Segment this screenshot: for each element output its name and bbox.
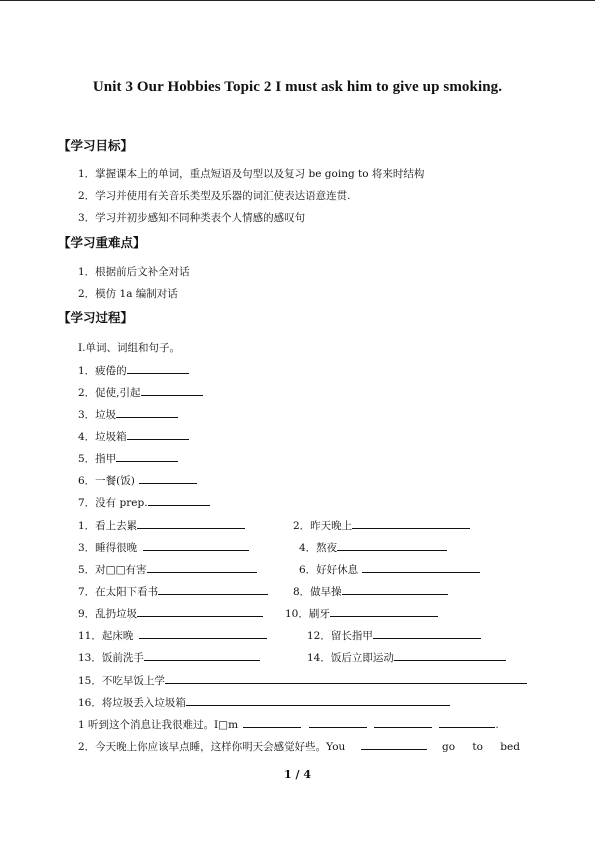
sentence-item: 1 听到这个消息让我很难过。I□m .	[78, 716, 499, 732]
phrase-item: 3．睡得很晚	[78, 539, 249, 555]
phrase-item: 16．将垃圾丢入垃圾箱	[78, 694, 450, 710]
answer-blank[interactable]	[116, 450, 178, 462]
answer-blank[interactable]	[394, 649, 506, 661]
word-item: 6．一餐(饭)	[78, 472, 197, 488]
word-item: 1．疲倦的	[78, 362, 189, 378]
phrase-item: 5．对□□有害	[78, 561, 257, 577]
answer-blank[interactable]	[139, 627, 267, 639]
answer-blank[interactable]	[141, 384, 203, 396]
phrase-item: 8．做早操	[293, 583, 448, 599]
page-number: 1 / 4	[284, 768, 311, 781]
answer-blank[interactable]	[309, 716, 367, 728]
phrase-item: 15．不吃早饭上学	[78, 672, 527, 688]
answer-blank[interactable]	[374, 716, 432, 728]
answer-blank[interactable]	[158, 583, 268, 595]
answer-blank[interactable]	[116, 406, 178, 418]
answer-blank[interactable]	[337, 539, 447, 551]
word-item: 4．垃圾箱	[78, 428, 189, 444]
phrase-item: 7．在太阳下看书	[78, 583, 268, 599]
word-item: 7．没有 prep.	[78, 494, 210, 510]
goal-item: 3．学习并初步感知不同种类表个人情感的感叹句	[78, 212, 306, 224]
answer-blank[interactable]	[137, 605, 263, 617]
answer-blank[interactable]	[148, 494, 210, 506]
goal-item: 2．学习并使用有关音乐类型及乐器的词汇使表达语意连贯.	[78, 190, 351, 202]
answer-blank[interactable]	[352, 517, 470, 529]
answer-blank[interactable]	[361, 738, 427, 750]
top-border	[0, 0, 595, 1]
answer-blank[interactable]	[144, 649, 260, 661]
answer-blank[interactable]	[165, 672, 527, 684]
phrase-item: 4．熬夜	[299, 539, 447, 555]
answer-blank[interactable]	[373, 627, 481, 639]
phrase-item: 2．昨天晚上	[293, 517, 470, 533]
section-heading-key-points: 【学习重难点】	[58, 235, 146, 250]
answer-blank[interactable]	[439, 716, 495, 728]
phrase-item: 10．刷牙	[285, 605, 438, 621]
phrase-item: 12．留长指甲	[307, 627, 481, 643]
answer-blank[interactable]	[330, 605, 438, 617]
phrase-item: 1．看上去累	[78, 517, 245, 533]
word-item: 2．促使,引起	[78, 384, 203, 400]
phrase-item: 6．好好休息	[299, 561, 480, 577]
answer-blank[interactable]	[127, 362, 189, 374]
phrase-item: 9．乱扔垃圾	[78, 605, 263, 621]
sentence-item: 2．今天晚上你应该早点睡，这样你明天会感觉好些。You go to bed	[78, 738, 520, 754]
answer-blank[interactable]	[127, 428, 189, 440]
document-title: Unit 3 Our Hobbies Topic 2 I must ask him to give up smoking.	[92, 79, 503, 95]
part-intro: Ⅰ.单词、词组和句子。	[78, 342, 180, 354]
word-item: 5．指甲	[78, 450, 178, 466]
section-heading-goals: 【学习目标】	[58, 138, 134, 153]
answer-blank[interactable]	[147, 561, 257, 573]
goal-item: 1．掌握课本上的单词，重点短语及句型以及复习 be going to 将来时结构	[78, 168, 425, 180]
key-point-item: 2．模仿 1a 编制对话	[78, 288, 178, 300]
key-point-item: 1．根据前后文补全对话	[78, 266, 190, 278]
answer-blank[interactable]	[243, 716, 301, 728]
phrase-item: 14．饭后立即运动	[307, 649, 506, 665]
word-item: 3．垃圾	[78, 406, 178, 422]
answer-blank[interactable]	[186, 694, 450, 706]
answer-blank[interactable]	[143, 539, 249, 551]
answer-blank[interactable]	[342, 583, 448, 595]
section-heading-process: 【学习过程】	[58, 310, 134, 325]
answer-blank[interactable]	[362, 561, 480, 573]
answer-blank[interactable]	[139, 472, 197, 484]
phrase-item: 11．起床晚	[78, 627, 267, 643]
answer-blank[interactable]	[137, 517, 245, 529]
phrase-item: 13．饭前洗手	[78, 649, 260, 665]
